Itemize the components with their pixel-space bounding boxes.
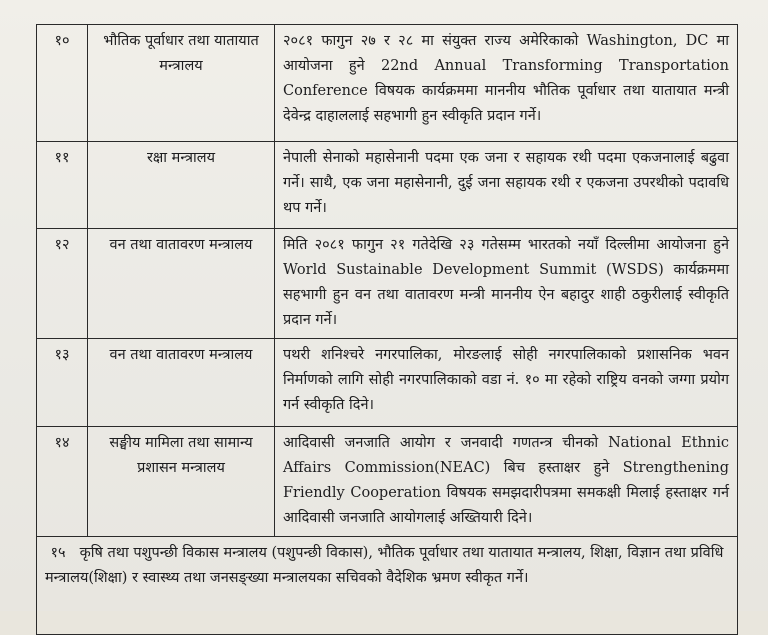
serial-number: १३ (37, 339, 88, 427)
ministry-name: वन तथा वातावरण मन्त्रालय (88, 229, 275, 339)
decision-text: मिति २०८१ फागुन २१ गतेदेखि २३ गतेसम्म भारतको नयाँ दिल्लीमा आयोजना हुने World Sustainable Development Summit (WSDS) कार्यक्रममा सहभागी हुन वन तथा वातावरण मन्त्री माननीय ऐन बहादुर शाही ठकुरीलाई स्वीकृति प्रदान गर्ने। (275, 229, 738, 339)
decision-text: पथरी शनिश्चरे नगरपालिका, मोरङलाई सोही नगरपालिकाको प्रशासनिक भवन निर्माणको लागि सोही नगरपालिकाको वडा नं. १० मा रहेको राष्ट्रिय वनको जग्गा प्रयोग गर्न स्वीकृति दिने। (275, 339, 738, 427)
serial-number: १२ (37, 229, 88, 339)
serial-number: ११ (37, 142, 88, 229)
table-row (37, 142, 738, 229)
ministry-name: भौतिक पूर्वाधार तथा यातायात मन्त्रालय (88, 25, 275, 142)
serial-number: १४ (37, 427, 88, 537)
decision-text: कृषि तथा पशुपन्छी विकास मन्त्रालय (पशुपन्छी विकास), भौतिक पूर्वाधार तथा यातायात मन्त्रालय, शिक्षा, विज्ञान तथा प्रविधि मन्त्रालय(शिक्षा) र स्वास्थ्य तथा जनसङ्ख्या मन्त्रालयका सचिवको वैदेशिक भ्रमण स्वीकृत गर्ने। (45, 545, 724, 586)
table-row (37, 25, 738, 142)
decision-text: नेपाली सेनाको महासेनानी पदमा एक जना र सहायक रथी पदमा एकजनालाई बढुवा गर्ने। साथै, एक जना महासेनानी, दुई जना सहायक रथी र एकजना उपरथीको पदावधि थप गर्ने। (275, 142, 738, 229)
decision-text: २०८१ फागुन २७ र २८ मा संयुक्त राज्य अमेरिकाको Washington, DC मा आयोजना हुने 22nd Annual Transforming Transportation Conference विषयक कार्यक्रममा माननीय भौतिक पूर्वाधार तथा यातायात मन्त्री देवेन्द्र दाहाललाई सहभागी हुन स्वीकृति प्रदान गर्ने। (275, 25, 738, 142)
decision-text: आदिवासी जनजाति आयोग र जनवादी गणतन्त्र चीनको National Ethnic Affairs Commission(NEAC) बिच हस्ताक्षर हुने Strengthening Friendly Cooperation विषयक समझदारीपत्रमा समकक्षी मिलाई हस्ताक्षर गर्न आदिवासी जनजाति आयोगलाई अख्तियारी दिने। (275, 427, 738, 537)
serial-number: १० (37, 25, 88, 142)
serial-number: १५ (50, 545, 66, 561)
cabinet-decisions-table (36, 24, 738, 635)
merged-decision-cell (37, 537, 738, 635)
table-row (37, 427, 738, 537)
ministry-name: रक्षा मन्त्रालय (88, 142, 275, 229)
ministry-name: वन तथा वातावरण मन्त्रालय (88, 339, 275, 427)
ministry-name: सङ्घीय मामिला तथा सामान्य प्रशासन मन्त्रालय (88, 427, 275, 537)
table-row (37, 229, 738, 339)
table-row (37, 537, 738, 635)
table-row (37, 339, 738, 427)
